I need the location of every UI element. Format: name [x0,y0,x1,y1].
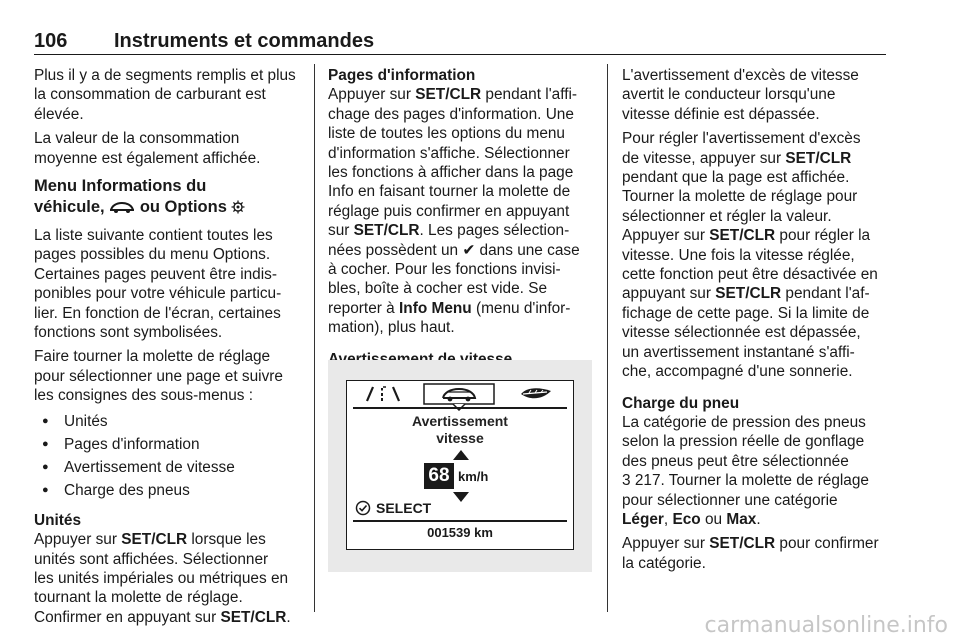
arrow-up-icon [453,450,469,460]
watermark: carmanualsonline.info [704,613,948,638]
page-title: Instruments et commandes [114,30,375,52]
menu-heading-line2b: ou Options [139,198,227,217]
options-bullet-list [34,411,304,503]
eco-leaf-icon [519,385,553,408]
odometer: 001539 km [427,525,493,540]
select-page-paragraph: Faire tourner la molette de réglage pour sélectionner une page et suivre les consignes des sous-menus : [34,348,283,405]
tyre-load-heading: Charge du pneu [622,394,740,412]
column-middle [328,66,592,369]
display-warning-title: Avertissement [412,413,508,429]
gear-icon [231,199,245,220]
bullet-icon: ● [42,415,49,428]
column-left [34,66,304,632]
page-reference-icon: 3 [622,472,631,490]
column-divider [314,64,315,612]
bullet-icon: ● [42,484,49,497]
car-icon [109,199,135,220]
menu-heading-line1: Menu Informations du [34,177,207,196]
display-warning-subtitle: vitesse [436,430,484,446]
tyre-load-paragraph: La catégorie de pression des pneus selon la pression réelle de gonflage des pneus peut être sélectionnée 3 217. Tourner la molette de réglage pour sélectionner une catégorie Léger, Eco ou Max. [622,413,869,528]
page-number: 106 [34,30,68,52]
list-item: ● Avertissement de vitesse [42,459,235,477]
display-divider [353,407,567,409]
column-right [622,66,890,578]
select-row [355,499,431,517]
list-item: ● Unités [42,413,108,431]
info-pages-heading: Pages d'information [328,67,476,84]
speed-value: 68 [424,463,454,489]
info-pages-paragraph: Appuyer sur SET/CLR pendant l'affi- chage des pages d'information. Une liste de toutes les options du menu d'information s'affiche. Sélectionner les fonctions à afficher dans la page Info en faisant tourner la molette de réglage puis confirmer en appuyant sur SET/CLR. Les pages sélection- nées possèdent un ✔ dans une case à cocher. Pour les fonctions invisi- bles, boîte à cocher est vide. Se reporter à Info Menu (menu d'infor- mation), plus haut. [328,86,580,337]
page-header [34,28,886,55]
menu-heading-line2a: véhicule, [34,198,105,217]
units-paragraph: Appuyer sur SET/CLR lorsque les unités sont affichées. Sélectionner les unités impériales ou métriques en tournant la molette de réglage. Confirmer en appuyant sur SET/CLR. [34,531,291,626]
speed-unit: km/h [458,469,489,484]
checkmark-icon: ✔ [462,241,476,259]
instrument-display [346,380,574,550]
vehicle-tab-car-icon [423,383,495,416]
arrow-down-icon [453,492,469,502]
select-label: SELECT [376,500,432,516]
bullet-icon: ● [42,461,49,474]
options-list-paragraph: La liste suivante contient toutes les pages possibles du menu Options. Certaines pages peuvent être indis- ponibles pour votre véhicule particu- lier. En fonction de l'écran, certaines fonctions sont symbolisées. [34,227,282,342]
speed-warning-instructions: Pour régler l'avertissement d'excès de vitesse, appuyer sur SET/CLR pendant que la page est affichée. Tourner la molette de réglage pour sélectionner et régler la valeur. Appuyer sur SET/CLR pour régler la vitesse. Une fois la vitesse réglée, cette fonction peut être désactivée en appuyant sur SET/CLR pendant l'af- fichage de cette page. Si la limite de vitesse sélectionnée est dépassée, un avertissement instantané s'affi- che, accompagné d'une sonnerie. [622,130,878,381]
list-item: ● Charge des pneus [42,482,190,500]
list-item: ● Pages d'information [42,436,200,454]
display-divider [353,520,567,522]
units-heading: Unités [34,511,82,529]
speed-warning-intro: L'avertissement d'excès de vitesse avertit le conducteur lorsqu'une vitesse définie est dépassée. [622,67,859,123]
speed-warning-figure [328,360,592,572]
column-divider [607,64,608,612]
bullet-icon: ● [42,438,49,451]
average-consumption-paragraph: La valeur de la consommation moyenne est également affichée. [34,130,261,167]
trip-icon [365,385,401,408]
consumption-paragraph: Plus il y a de segments remplis et plus la consommation de carburant est élevée. [34,67,296,123]
tyre-confirm-paragraph: Appuyer sur SET/CLR pour confirmer la catégorie. [622,535,879,572]
menu-heading [34,176,304,220]
checkmark-circle-icon [355,500,371,516]
